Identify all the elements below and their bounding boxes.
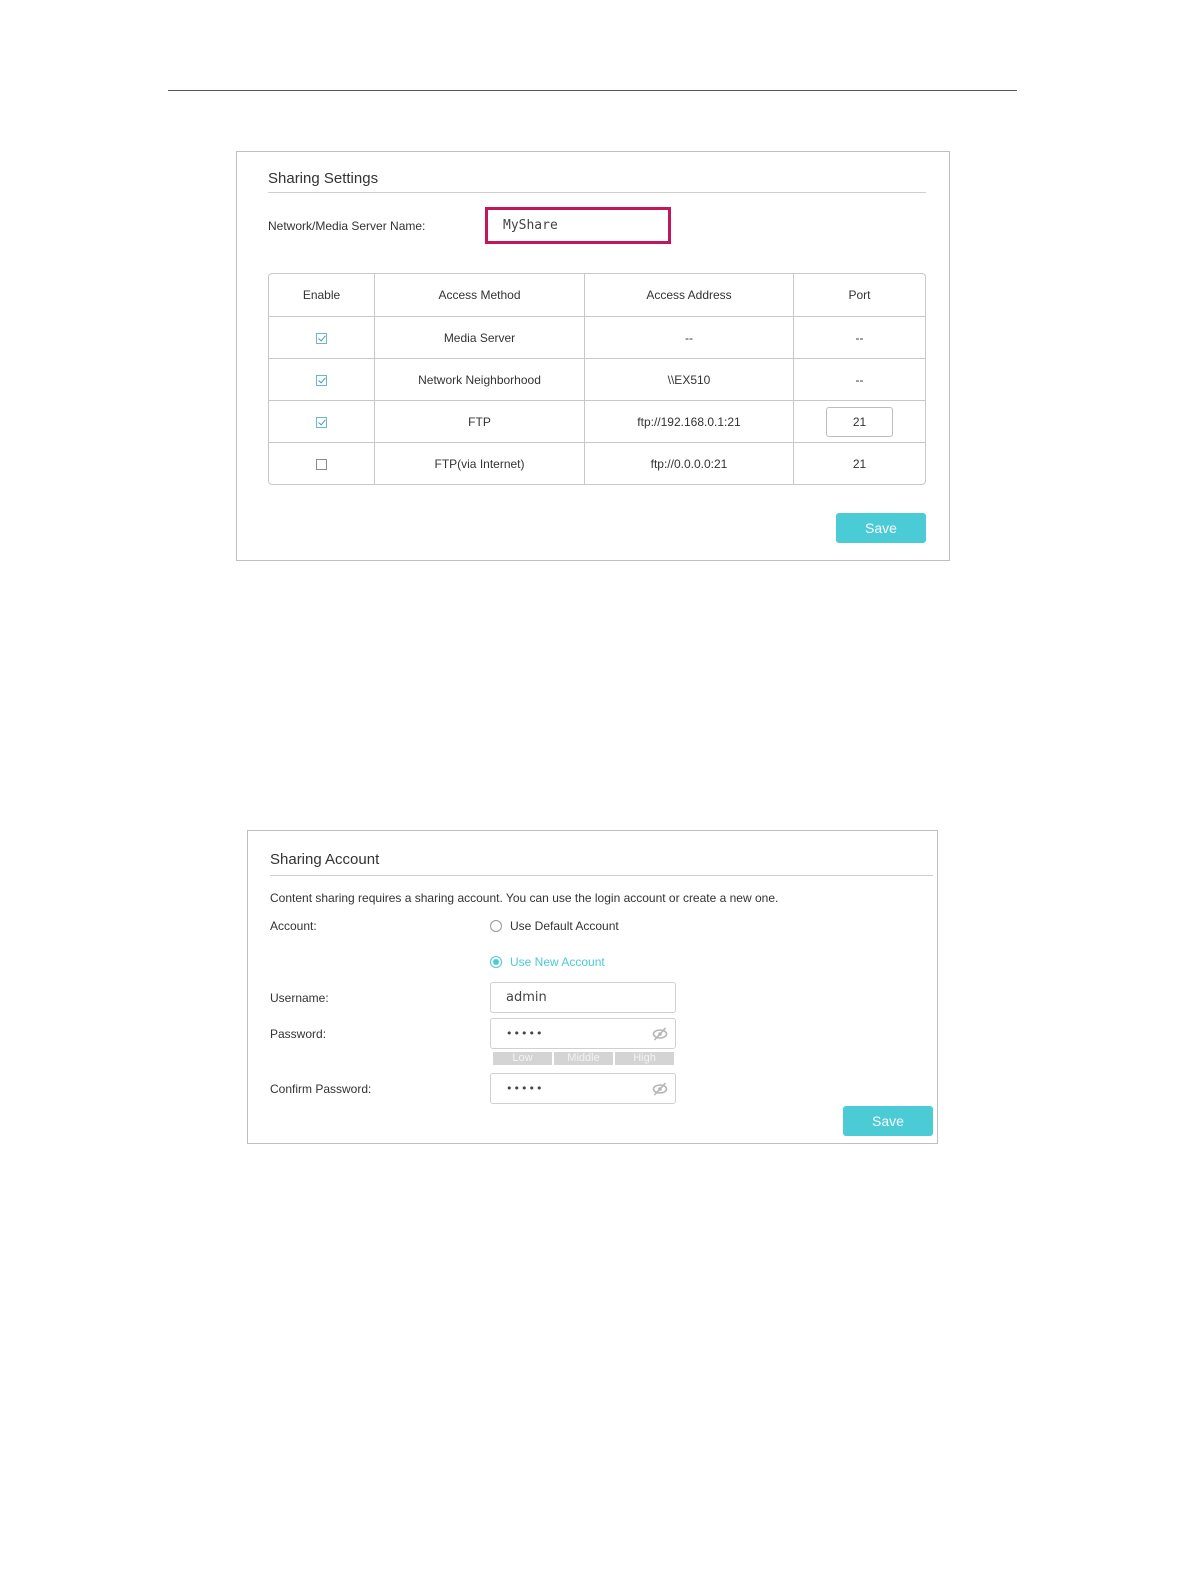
- column-header-access-address: Access Address: [585, 274, 794, 317]
- divider: [270, 875, 933, 876]
- confirm-password-value: •••••: [506, 1082, 544, 1095]
- radio-use-default-account[interactable]: [490, 919, 619, 933]
- enable-checkbox[interactable]: [316, 375, 327, 386]
- access-methods-table: [268, 273, 926, 485]
- column-header-port: Port: [794, 274, 925, 317]
- access-address-cell: --: [585, 317, 794, 359]
- eye-slash-icon[interactable]: [652, 1027, 668, 1041]
- port-cell: 21: [852, 456, 867, 471]
- access-address-cell: \\EX510: [585, 359, 794, 401]
- enable-cell: [269, 359, 375, 401]
- enable-cell: [269, 443, 375, 484]
- save-button[interactable]: Save: [843, 1106, 933, 1136]
- panel-title: Sharing Account: [270, 851, 380, 868]
- confirm-password-label: Confirm Password:: [270, 1082, 372, 1096]
- port-cell: --: [794, 317, 925, 359]
- strength-low: Low: [493, 1052, 552, 1065]
- port-cell: --: [794, 359, 925, 401]
- enable-cell: [269, 401, 375, 443]
- divider: [268, 192, 926, 193]
- column-header-enable: Enable: [269, 274, 375, 317]
- radio-button[interactable]: [490, 920, 502, 932]
- port-cell: [794, 401, 925, 443]
- account-description: Content sharing requires a sharing account. You can use the login account or create a new one.: [270, 891, 779, 905]
- access-method-cell: Media Server: [375, 317, 585, 359]
- username-input[interactable]: admin: [490, 982, 676, 1013]
- password-value: •••••: [506, 1027, 544, 1040]
- table-row: [269, 443, 925, 484]
- table-row: [269, 359, 925, 401]
- access-address-cell: ftp://192.168.0.1:21: [585, 401, 794, 443]
- access-method-cell: FTP(via Internet): [375, 443, 585, 484]
- enable-checkbox[interactable]: [316, 417, 327, 428]
- radio-button[interactable]: [490, 956, 502, 968]
- password-label: Password:: [270, 1027, 327, 1041]
- access-address-cell: ftp://0.0.0.0:21: [585, 443, 794, 484]
- strength-high: High: [615, 1052, 674, 1065]
- access-method-cell: FTP: [375, 401, 585, 443]
- sharing-settings-panel: [236, 151, 950, 561]
- table-row: [269, 401, 925, 443]
- radio-label: Use New Account: [510, 955, 605, 969]
- ftp-port-input[interactable]: 21: [826, 407, 893, 437]
- panel-title: Sharing Settings: [268, 170, 379, 187]
- page-header-rule: [168, 90, 1017, 91]
- sharing-account-panel: [247, 830, 938, 1144]
- enable-checkbox[interactable]: [316, 333, 327, 344]
- strength-middle: Middle: [554, 1052, 613, 1065]
- password-strength-meter: [493, 1052, 674, 1065]
- enable-cell: [269, 317, 375, 359]
- radio-use-new-account[interactable]: [490, 955, 605, 969]
- table-row: [269, 317, 925, 359]
- table-header-row: [269, 274, 925, 317]
- password-input[interactable]: [490, 1018, 676, 1049]
- account-label: Account:: [270, 919, 317, 933]
- username-label: Username:: [270, 991, 329, 1005]
- enable-checkbox[interactable]: [316, 459, 327, 470]
- save-button[interactable]: Save: [836, 513, 926, 543]
- column-header-access-method: Access Method: [375, 274, 585, 317]
- eye-slash-icon[interactable]: [652, 1082, 668, 1096]
- server-name-label: Network/Media Server Name:: [268, 219, 426, 233]
- radio-label: Use Default Account: [510, 919, 619, 933]
- server-name-input[interactable]: MyShare: [485, 207, 671, 244]
- access-method-cell: Network Neighborhood: [375, 359, 585, 401]
- confirm-password-input[interactable]: [490, 1073, 676, 1104]
